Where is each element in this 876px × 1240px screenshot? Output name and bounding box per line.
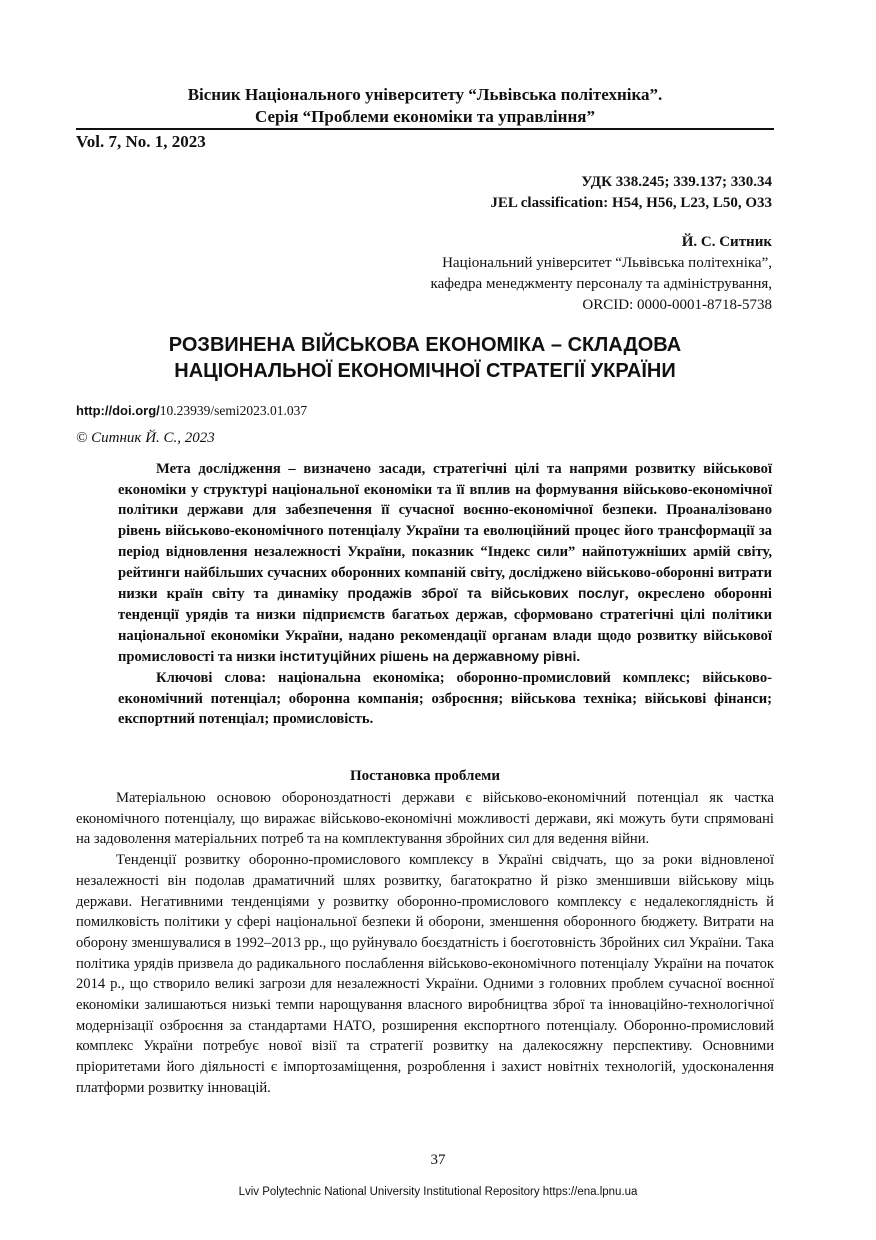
author-orcid: ORCID: 0000-0001-8718-5738 [582, 297, 772, 313]
classification-codes [490, 172, 772, 214]
body-paragraph: Тенденції розвитку оборонно-промислового комплексу в Україні свідчать, що за роки відновленої незалежності він подолав драматичний шлях розвитку, багатократно й різко зменшивши військову міць держави. Негативними тенденціями у розвитку оборонно-промислового комплексу є недалекоглядність й помилковість політики у сфері національної безпеки й оборони, зменшення оборонного бюджету. Витрати на оборону зменшувалися в 1992–2013 рр., що руйнувало боєздатність і боєготовність Збройних сил України. Така політика урядів призвела до радикального послаблення військово-економічного потенціалу України на початок 2014 р., що створило великі загрози для незалежності України. Одними з головних проблем сучасної воєнної економіки залишаються низькі темпи нарощування власного виробництва зброї та інноваційно-технологічної модернізації озброєння за стандартами НАТО, розширення експортного потенціалу. Оборонно-промисловий комплекс України потребує нової візії та стратегії розвитку на далекосяжну перспективу. Основними пріоритетами його діяльності є імпортозаміщення, розроблення і захист новітніх технологій, удосконалення платформи розвитку інновацій. [76, 852, 774, 1096]
doi-prefix: http://doi.org/ [76, 403, 160, 418]
author-name: Й. С. Ситник [681, 234, 772, 250]
udk-code: УДК 338.245; 339.137; 330.34 [581, 174, 772, 190]
abstract-part2: продажів зброї та військових послуг [347, 585, 625, 602]
page-number: 37 [430, 1152, 446, 1168]
jel-code: JEL classification: H54, H56, L23, L50, O33 [490, 195, 772, 211]
copyright: © Ситник Й. С., 2023 [76, 430, 215, 446]
section-body [76, 788, 774, 1099]
abstract-part4: інституційних рішень на державному рівні. [279, 648, 581, 665]
keywords: Ключові слова: національна економіка; оборонно-промисловий комплекс; військово-економічний потенціал; оборонна компанія; озброєння; військова техніка; військові фінанси; експортний потенціал; промисловість. [118, 670, 772, 728]
paper-title-line2: НАЦІОНАЛЬНОЇ ЕКОНОМІЧНОЇ СТРАТЕГІЇ УКРАЇНИ [174, 360, 676, 382]
abstract-part3: , окреслено оборонні тенденції урядів та низки підприємств багатьох держав, сформовано стратегічні цілі політики національної економіки України, надано рекомендації органам влади щодо розвитку військової промисловості та низки [118, 586, 772, 666]
journal-title: Вісник Національного університету “Львівська політехніка”. [187, 85, 663, 104]
repository-footer: Lviv Polytechnic National University Institutional Repository https://ena.lpnu.ua [238, 1186, 638, 1198]
header-rule [76, 128, 774, 130]
author-block [431, 232, 772, 316]
doi-link[interactable] [76, 403, 307, 419]
paper-title [76, 332, 774, 384]
abstract-part1: Мета дослідження – визначено засади, стратегічні цілі та напрями розвитку військової економіки у структурі національної економіки та її вплив на формування військово-економічної політики держави для забезпечення її сучасної воєнно-економічної безпеки. Проаналізовано рівень військово-економічного потенціалу України та еволюційний процес його трансформації за період відновлення незалежності України, показник “Індекс сили” найпотужніших армій світу, рейтинги найбільших сучасних оборонних компаній світу, досліджено військово-оборонні витрати низки країн світу та динаміку [118, 461, 772, 603]
volume-info: Vol. 7, No. 1, 2023 [76, 132, 206, 151]
paper-title-line1: РОЗВИНЕНА ВІЙСЬКОВА ЕКОНОМІКА – СКЛАДОВА [168, 334, 682, 356]
doi-suffix: 10.23939/semi2023.01.037 [159, 403, 308, 418]
journal-series: Серія “Проблеми економіки та управління” [255, 107, 595, 126]
abstract [118, 459, 772, 730]
body-paragraph: Матеріальною основою обороноздатності держави є військово-економічний потенціал як частка економічного потенціалу, що виражає військово-економічні можливості держави, які можуть бути спрямовані на задоволення матеріальних потреб та на комплектування збройних сил для ведення війни. [76, 790, 774, 848]
section-title: Постановка проблеми [350, 768, 500, 784]
author-affiliation-university: Національний університет “Львівська політехніка”, [442, 255, 772, 271]
journal-header [76, 84, 774, 128]
author-affiliation-department: кафедра менеджменту персоналу та адміністрування, [430, 276, 772, 292]
abstract-text [118, 459, 772, 668]
